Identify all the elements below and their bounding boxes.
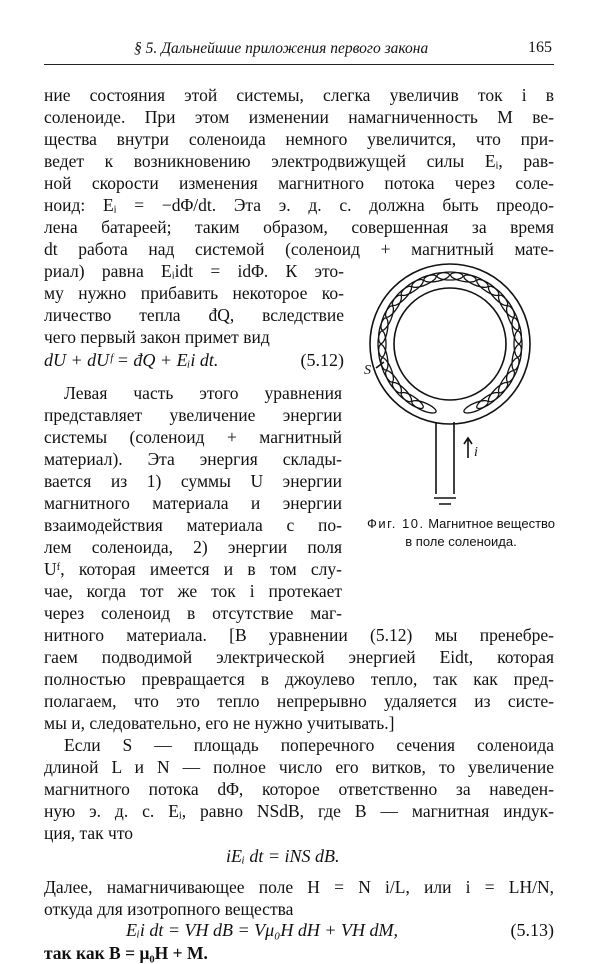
text-line: представляет увеличение энергии [44,405,342,425]
text-line: Левая часть этого уравнения [64,383,342,403]
coil-windings [377,271,523,416]
figure-caption [366,515,556,551]
torus-inner-edge [394,288,506,400]
page-number: 165 [528,39,552,56]
text-line: чего первый закон примет вид [44,327,270,347]
text-line: магнитного потока dΦ, которое ответственно за наведен- [44,779,554,799]
running-title: § 5. Дальнейшие приложения первого закона [134,40,429,57]
caption-label: Фиг. 10. [366,516,425,531]
battery-symbol [434,498,456,504]
text-line: вается из 1) суммы U энергии [44,471,342,491]
current-arrow [464,438,472,458]
text-line: магнитного материала и энергии [44,493,342,513]
text-line: му нужно прибавить некоторое ко- [44,283,344,303]
text-line: ноид: Eᵢ = −dΦ/dt. Эта э. д. с. должна быть преодо- [44,195,554,215]
equation-5-12: dU + dUᶠ = đQ + Eᵢi dt. (5.12) [44,350,344,370]
equation-5-13-tag: (5.13) [510,920,554,940]
text-line: ние состояния этой системы, слегка увеличив ток i в [44,85,554,105]
text-line: ведет к возникновению электродвижущей силы Eᵢ, рав- [44,151,554,171]
text-line: системы (соленоид + магнитный [44,427,342,447]
running-header [44,38,554,65]
solenoid-figure [350,258,550,510]
label-i: i [474,445,478,460]
text-line: лена батареей; таким образом, совершенная за время [44,217,554,237]
label-s: S [364,363,371,378]
equation-5-12-tag: (5.12) [300,350,344,370]
text-line: лем соленоида, 2) энергии поля [44,537,342,557]
text-line: полностью превращается в джоулево тепло, так как пред- [44,669,554,689]
equation-5-13: Eᵢi dt = VH dB = Vμ₀H dH + VH dM, (5.13) [126,920,554,940]
caption-text: Магнитное вещество в поле соленоида. [405,516,556,549]
text-line: dt работа над системой (соленоид + магнитный мате- [44,239,554,259]
text-line: ную э. д. с. Eᵢ, равно NSdB, где B — магнитная индук- [44,801,554,821]
text-line: взаимодействия материала с по- [44,515,342,535]
text-line: щества внутри соленоида немного увеличится, что при- [44,129,554,149]
text-line: риал) равна Eᵢidt = idΦ. К это- [44,261,344,281]
text-line: гаем подводимой электрической энергией Eidt, которая [44,647,554,667]
text-line-final: так как B = μ₀H + M. [44,943,208,963]
lead-wires [436,422,454,494]
text-line: мы и, следовательно, его не нужно учитывать.] [44,713,395,733]
text-line: Далее, намагничивающее поле H = N i/L, или i = LH/N, [44,877,554,897]
text-line: длиной L и N — полное число его витков, то увеличение [44,757,554,777]
text-line: полагаем, что это тепло непрерывно удаляется из систе- [44,691,554,711]
equation-induction: iEᵢ dt = iNS dB. [226,846,340,866]
text-line: личество тепла đQ, вследствие [44,305,344,325]
text-line: нитного материала. [В уравнении (5.12) мы пренебре- [44,625,554,645]
text-line: Если S — площадь поперечного сечения соленоида [64,735,554,755]
coil-turn [462,398,489,415]
text-line: соленоиде. При этом изменении намагниченность M ве- [44,107,554,127]
toroidal-solenoid-drawing [350,258,550,510]
text-line: через соленоид в отсутствие маг- [44,603,342,623]
text-line: откуда для изотропного вещества [44,899,294,919]
text-line: Uᶠ, которая имеется и в том слу- [44,559,342,579]
text-line: чае, когда тот же ток i протекает [44,581,342,601]
text-line: ной скорости изменения магнитного потока через соле- [44,173,554,193]
text-line: материал). Эта энергия склады- [44,449,342,469]
text-line: ция, так что [44,823,134,843]
